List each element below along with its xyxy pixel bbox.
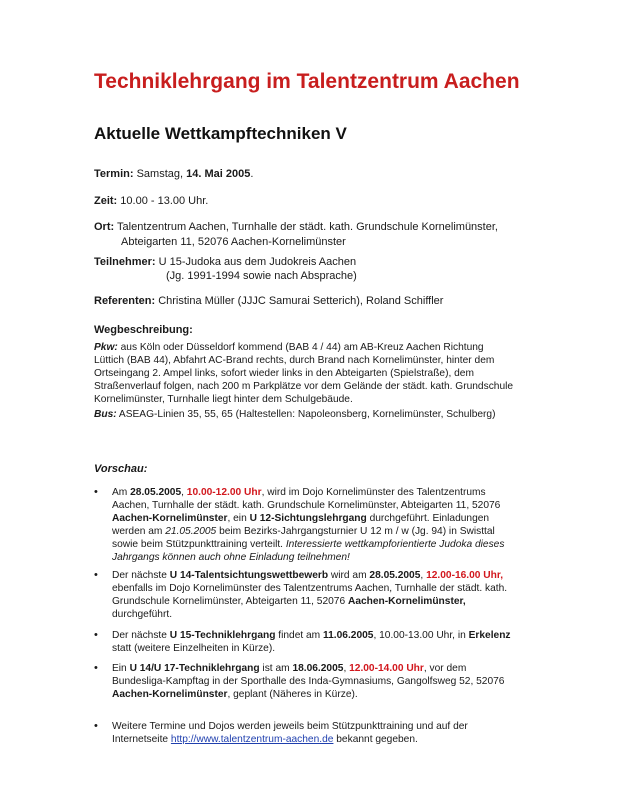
b1-l4b: 21.05.2005	[165, 526, 217, 537]
bullet-1-line-5	[112, 538, 504, 551]
page-subtitle: Aktuelle Wettkampftechniken V	[94, 124, 347, 143]
b1-l1a: Am	[112, 487, 131, 498]
b1-l5b: Interessierte wettkampforientierte Judoka dieses	[285, 539, 505, 550]
bullet-1-line-1	[112, 486, 486, 499]
pkw-line-3: Ortseingang 2. Ampel links, sofort wieder links in den Abteigarten (Spielstraße), dem	[94, 368, 474, 379]
b1-l4c: beim Bezirks-Jahrgangsturnier U 12 m / w (Jg. 94) in Swisttal	[216, 526, 495, 537]
pkw-text-1: aus Köln oder Düsseldorf kommend (BAB 4 / 44) am AB-Kreuz Aachen Richtung	[117, 342, 484, 353]
bullet-1-line-4	[112, 525, 495, 538]
b1-l3b: , ein	[227, 513, 250, 524]
termin-label: Termin:	[94, 168, 134, 180]
b4-l1c: ist am	[259, 663, 293, 674]
b2-l3b: Aachen-Kornelimünster,	[347, 596, 466, 607]
bullet-2-marker: •	[94, 569, 98, 581]
teilnehmer-line1: U 15-Judoka aus dem Judokreis Aachen	[158, 256, 357, 268]
b1-l3d: durchgeführt. Einladungen	[366, 513, 490, 524]
bullet-5-line-2	[112, 733, 418, 746]
b2-l1e: ,	[420, 570, 427, 581]
bullet-4-line-2: Bundesliga-Kampftag in der Sporthalle des Inda-Gymnasiums, Gangolfsweg 52, 52076	[112, 676, 505, 687]
b4-l3a: Aachen-Kornelimünster	[112, 689, 228, 700]
zeit-row	[94, 194, 208, 209]
bullet-2-line-1	[112, 569, 503, 582]
b3-l1a: Der nächste	[112, 630, 170, 641]
b4-date: 18.06.2005	[292, 663, 344, 674]
b2-l1a: Der nächste	[112, 570, 170, 581]
b1-l1c: ,	[181, 487, 187, 498]
b4-l3b: , geplant (Näheres in Kürze).	[227, 689, 358, 700]
referenten-row	[94, 294, 443, 309]
pkw-line-1	[94, 341, 484, 354]
bullet-4-line-1	[112, 662, 466, 675]
b3-date: 11.06.2005	[323, 630, 374, 641]
ort-line2: Abteigarten 11, 52076 Aachen-Kornelimünster	[121, 236, 346, 248]
b3-l1b: U 15-Techniklehrgang	[169, 630, 276, 641]
bus-line	[94, 408, 496, 421]
b4-l1b: U 14/U 17-Techniklehrgang	[129, 663, 260, 674]
ort-line1: Talentzentrum Aachen, Turnhalle der städt. kath. Grundschule Kornelimünster,	[117, 221, 498, 233]
termin-post: .	[250, 168, 254, 180]
talentzentrum-link[interactable]: http://www.talentzentrum-aachen.de	[170, 734, 334, 745]
vorschau-heading: Vorschau:	[94, 463, 148, 475]
bullet-2-line-2: ebenfalls im Dojo Kornelimünster des Talentzentrums Aachen, Turnhalle der städt. kath.	[112, 583, 508, 594]
b2-l1b: U 14-Talentsichtungswettbewerb	[169, 570, 329, 581]
teilnehmer-line2: (Jg. 1991-1994 sowie nach Absprache)	[166, 270, 357, 282]
b1-l1e: , wird im Dojo Kornelimünster des Talentzentrums	[261, 487, 486, 498]
bullet-4-marker: •	[94, 662, 98, 674]
b2-time: 12.00-16.00 Uhr,	[426, 570, 504, 581]
zeit-value: 10.00 - 13.00 Uhr.	[120, 195, 209, 207]
bullet-1-marker: •	[94, 486, 98, 498]
b5-l2a: Internetseite	[112, 734, 171, 745]
b2-l1c: wird am	[328, 570, 370, 581]
bullet-2-line-4: durchgeführt.	[112, 609, 173, 620]
teilnehmer-row	[94, 255, 356, 270]
bullet-3-line-2: statt (weitere Einzelheiten in Kürze).	[112, 643, 276, 654]
bullet-4-line-3	[112, 688, 358, 701]
bullet-1-line-2: Aachen, Turnhalle der städt. kath. Grundschule Kornelimünster, Abteigarten 11, 52076	[112, 500, 501, 511]
b3-l1e: , 10.00-13.00 Uhr, in	[373, 630, 469, 641]
b4-l1a: Ein	[112, 663, 130, 674]
termin-row	[94, 167, 253, 182]
bullet-5-marker: •	[94, 720, 98, 732]
b3-l1c: findet am	[275, 630, 324, 641]
b2-l3a: Grundschule Kornelimünster, Abteigarten 11, 52076	[112, 596, 348, 607]
bullet-1-line-3	[112, 512, 489, 525]
ort-row	[94, 220, 498, 235]
teilnehmer-label: Teilnehmer:	[94, 256, 156, 268]
bullet-2-line-3	[112, 595, 466, 608]
pkw-label: Pkw:	[94, 342, 118, 353]
zeit-label: Zeit:	[94, 195, 118, 207]
b4-l1e: ,	[343, 663, 350, 674]
b3-place: Erkelenz	[468, 630, 511, 641]
ort-label: Ort:	[94, 221, 115, 233]
bus-label: Bus:	[94, 409, 117, 420]
b2-date: 28.05.2005	[369, 570, 421, 581]
bullet-3-marker: •	[94, 629, 98, 641]
termin-date: 14. Mai 2005	[186, 168, 251, 180]
b1-date: 28.05.2005	[130, 487, 182, 498]
referenten-label: Referenten:	[94, 295, 156, 307]
bus-text: ASEAG-Linien 35, 55, 65 (Haltestellen: Napoleonsberg, Kornelimünster, Schulberg)	[116, 409, 496, 420]
page-title: Techniklehrgang im Talentzentrum Aachen	[94, 70, 520, 93]
wegbeschreibung-heading: Wegbeschreibung:	[94, 324, 193, 336]
b1-time: 10.00-12.00 Uhr	[186, 487, 262, 498]
termin-pre: Samstag,	[136, 168, 187, 180]
pkw-line-4: Straßenverlauf folgen, nach 200 m Parkplätze vor dem Gelände der städt. kath. Grundschule	[94, 381, 514, 392]
b1-l3a: Aachen-Kornelimünster	[112, 513, 228, 524]
pkw-line-5: Kornelimünster, Turnhalle liegt hinter dem Schulgebäude.	[94, 394, 353, 405]
b5-l2c: bekannt gegeben.	[333, 734, 418, 745]
referenten-value: Christina Müller (JJJC Samurai Setterich), Roland Schiffler	[158, 295, 444, 307]
bullet-1-line-6: Jahrgangs können auch ohne Einladung teilnehmen!	[112, 552, 350, 563]
b1-l5a: sowie beim Stützpunkttraining verteilt.	[112, 539, 286, 550]
b1-l3c: U 12-Sichtungslehrgang	[249, 513, 367, 524]
b4-l1g: , vor dem	[423, 663, 467, 674]
b4-time: 12.00-14.00 Uhr	[349, 663, 424, 674]
pkw-line-2: Lüttich (BAB 44), Abfahrt AC-Brand rechts, durch Brand nach Kornelimünster, hinter dem	[94, 355, 495, 366]
b1-l4a: werden am	[112, 526, 166, 537]
bullet-5-line-1: Weitere Termine und Dojos werden jeweils beim Stützpunkttraining und auf der	[112, 721, 468, 732]
bullet-3-line-1	[112, 629, 511, 642]
